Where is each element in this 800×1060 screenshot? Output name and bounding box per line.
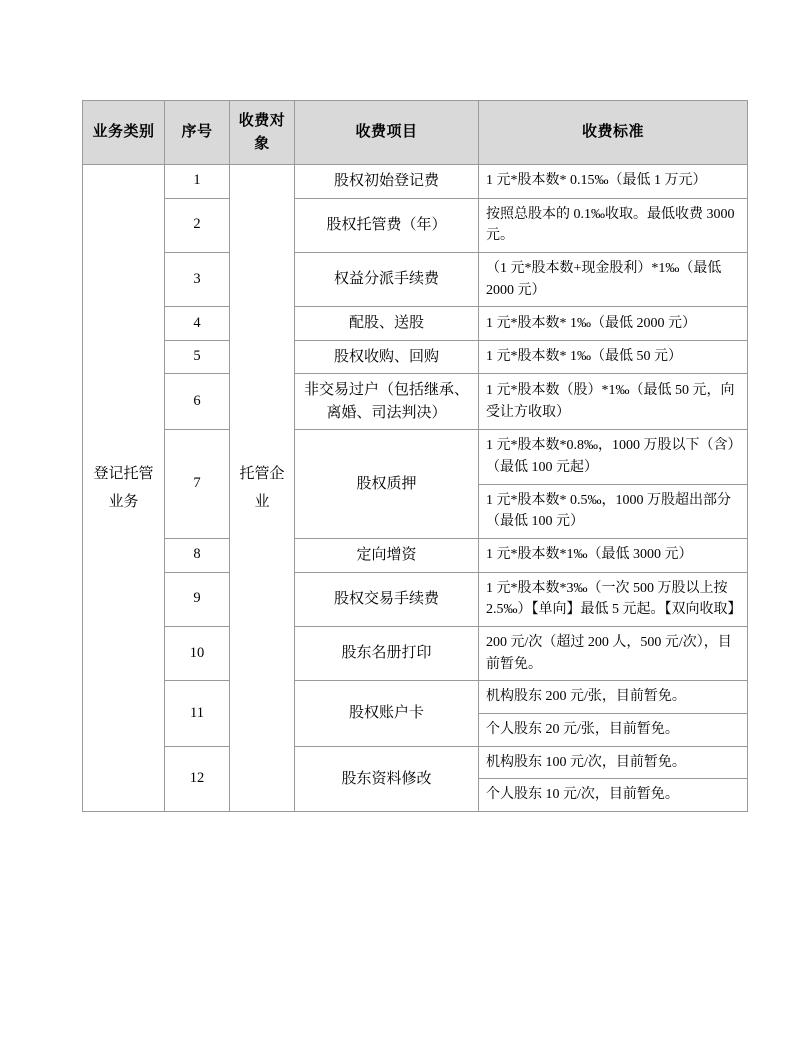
fee-item: 股东资料修改 [295, 746, 479, 811]
object-cell: 托管企业 [230, 165, 295, 812]
fee-standard: 1 元*股本数* 0.15‰（最低 1 万元） [479, 165, 748, 199]
fee-standard: 1 元*股本数（股）*1‰（最低 50 元，向受让方收取） [479, 374, 748, 430]
table-row [83, 198, 748, 252]
table-row [83, 374, 748, 430]
table-row [83, 430, 748, 484]
table-row [83, 746, 748, 779]
table-header-row [83, 101, 748, 165]
column-header-object: 收费对象 [230, 101, 295, 165]
table-row [83, 539, 748, 573]
row-number: 2 [165, 198, 230, 252]
fee-standard: 200 元/次（超过 200 人，500 元/次），目前暂免。 [479, 626, 748, 680]
column-header-item: 收费项目 [295, 101, 479, 165]
fee-standard: 个人股东 20 元/张，目前暂免。 [479, 713, 748, 746]
category-cell: 登记托管业务 [83, 165, 165, 812]
row-number: 8 [165, 539, 230, 573]
row-number: 1 [165, 165, 230, 199]
fee-item: 股权质押 [295, 430, 479, 539]
fee-standard: 机构股东 200 元/张，目前暂免。 [479, 681, 748, 714]
fee-item: 定向增资 [295, 539, 479, 573]
table-row [83, 252, 748, 306]
column-header-number: 序号 [165, 101, 230, 165]
column-header-category: 业务类别 [83, 101, 165, 165]
fee-standard: 1 元*股本数*3‰（一次 500 万股以上按 2.5‰）【单向】最低 5 元起。【双向收取】 [479, 572, 748, 626]
table-header [83, 101, 748, 165]
table-row [83, 165, 748, 199]
table-row [83, 340, 748, 374]
fee-item: 股权交易手续费 [295, 572, 479, 626]
fee-standard: （1 元*股本数+现金股利）*1‰（最低 2000 元） [479, 252, 748, 306]
row-number: 4 [165, 307, 230, 341]
column-header-standard: 收费标准 [479, 101, 748, 165]
fee-standard: 1 元*股本数* 1‰（最低 50 元） [479, 340, 748, 374]
fee-standard: 按照总股本的 0.1‰收取。最低收费 3000 元。 [479, 198, 748, 252]
fee-standard: 1 元*股本数*1‰（最低 3000 元） [479, 539, 748, 573]
fee-item: 股权托管费（年） [295, 198, 479, 252]
row-number: 6 [165, 374, 230, 430]
fee-item: 配股、送股 [295, 307, 479, 341]
table-row [83, 307, 748, 341]
row-number: 10 [165, 626, 230, 680]
row-number: 3 [165, 252, 230, 306]
fee-standard: 1 元*股本数* 0.5‰，1000 万股超出部分（最低 100 元） [479, 484, 748, 538]
fee-schedule-table [82, 100, 748, 812]
fee-standard: 1 元*股本数*0.8‰，1000 万股以下（含）（最低 100 元起） [479, 430, 748, 484]
table-row [83, 572, 748, 626]
fee-item: 非交易过户（包括继承、离婚、司法判决） [295, 374, 479, 430]
fee-standard: 机构股东 100 元/次，目前暂免。 [479, 746, 748, 779]
fee-standard: 个人股东 10 元/次，目前暂免。 [479, 779, 748, 812]
table-body [83, 165, 748, 812]
fee-item: 股权账户卡 [295, 681, 479, 746]
row-number: 9 [165, 572, 230, 626]
table-row [83, 626, 748, 680]
fee-item: 权益分派手续费 [295, 252, 479, 306]
row-number: 7 [165, 430, 230, 539]
fee-item: 股东名册打印 [295, 626, 479, 680]
fee-item: 股权初始登记费 [295, 165, 479, 199]
row-number: 12 [165, 746, 230, 811]
fee-standard: 1 元*股本数* 1‰（最低 2000 元） [479, 307, 748, 341]
row-number: 11 [165, 681, 230, 746]
row-number: 5 [165, 340, 230, 374]
fee-item: 股权收购、回购 [295, 340, 479, 374]
table-row [83, 681, 748, 714]
